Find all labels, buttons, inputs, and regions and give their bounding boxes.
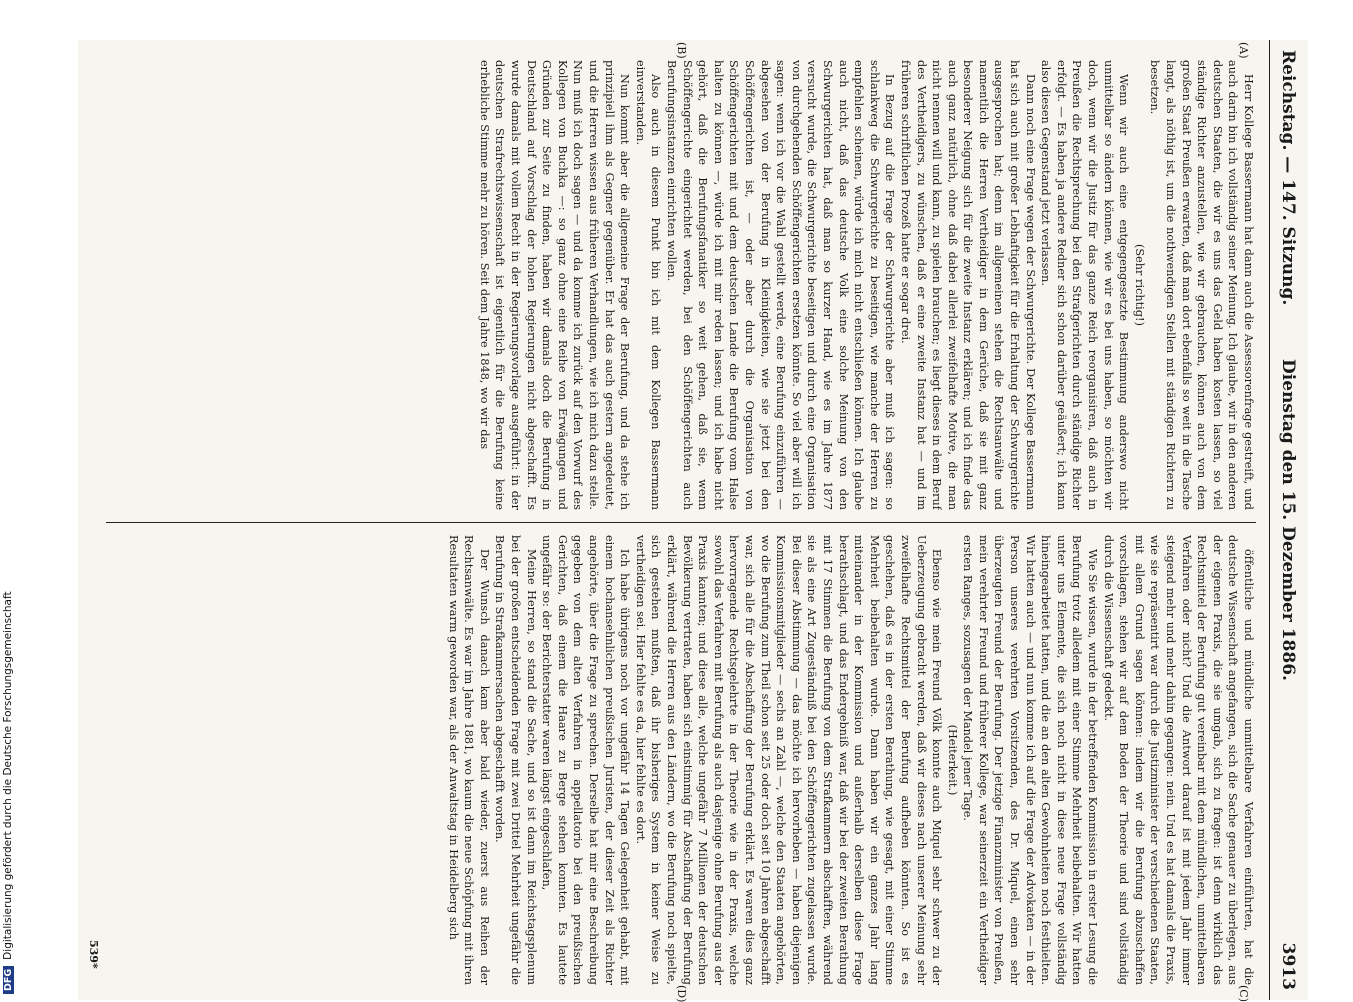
margin-marker-d: (D): [675, 985, 688, 1002]
paragraph: (Sehr richtig!): [1132, 243, 1146, 326]
paragraph: Herr Kollege Bassermann hat dann auch die Assessorenfrage gestreift, und auch darin bin ich vollständig seiner Meinung. Ich glaube, wir in den anderen deutschen Staaten, die wir es uns das Geld haben kosten lassen, so viel ständige Richter anzustellen, wie wir gebrauchen, können auch von dem großen Staat Preußen erwarten, daß man dort ebenfalls so weit in die Tasche langt, als nöthig ist, um die nothwendigen Stellen mit ständigen Richtern zu besetzen.: [1148, 60, 1255, 510]
paragraph: Nun kommt aber die allgemeine Frage der Berufung, und da stehe ich prinzipiell ihm als Gegner gegenüber. Er hat das auch gestern angedeutet, und die Herren wissen aus früheren Verhandlungen, wie ich mich dazu stelle. Nun muß ich doch sagen — und da komme ich zurück auf den Vorwurf des Kollegen von Buchka —: so ganz ohne eine Reihe von Erwägungen und Gründen zur Seite zu finden, haben wir damals doch die Berufung in Deutschland auf Vorschlag der hohen Regierungen nicht abgeschafft. Es wurde damals mit vollem Recht in der Regierungsvorlage ausgeführt: in der deutschen Strafrechtswissenschaft ist eigentlich für die Berufung keine erhebliche Stimme mehr zu hören. Seit dem Jahre 1848, wo wir das: [477, 60, 632, 510]
paragraph: Also auch in diesem Punkt bin ich mit dem Kollegen Bassermann einverstanden.: [633, 60, 663, 510]
paragraph: (Heiterkeit.): [945, 724, 959, 796]
page-header: [1268, 40, 1308, 1000]
margin-marker-b: (B): [675, 42, 688, 59]
page-content: [78, 40, 1308, 1000]
paragraph: Wenn wir auch eine entgegengesetzte Bestimmung anderswo nicht unmittelbar so ändern können, wie wir es bei uns haben, so möchten wir doch, wenn wir die Justiz für das ganze Reich reorganisiren, daß auch in Preußen die Rechtsprechung bei den Strafgerichten durch ständige Richter erfolgt. — Es haben ja andere Redner sich schon darüber geäußert; ich kann also diesen Gegenstand jetzt verlassen.: [1039, 60, 1131, 510]
column-divider: [106, 522, 1256, 523]
paragraph: Wie Sie wissen, wurde in der betreffenden Kommission in erster Lesung die Berufung trotz alledem mit einer Stimme Mehrheit beibehalten. Wir hatten unter uns Elemente, die sich noch nicht in diese neue Frage vollständig hineingearbeitet hatten, und die an den alten Gewohnheiten noch festhielten. Wir hatten auch — und nun komme ich auf die Frage der Advokaten — in der Person unseres verehrten Vorsitzenden, des Dr. Miquel, einen sehr überzeugten Freund der Berufung. Der jetzige Finanzminister von Preußen, mein verehrter Freund und früherer Kollege, war seinerzeit ein Vertheidiger ersten Ranges, sozusagen der Mandel jener Tage.: [961, 535, 1100, 985]
paragraph: öffentliche und mündliche unmittelbare Verfahren einführten, hat die deutsche Wissenschaft angefangen, sich die Sache genauer zu überlegen, aus der eigenen Praxis, die sie umgab, sich zu fragen: ist denn wirklich das Rechtsmittel der Berufung gut vereinbar mit dem mündlichen, unmittelbaren Verfahren oder nicht? Und die Antwort darauf ist mit jedem Jahr immer steigend mehr und mehr dahin gegangen: nein. Und es hat damals die Praxis, wie sie repräsentirt war durch die Justizminister der verschiedenen Staaten, mit allem Grund sagen können: indem wir die Berufung abzuschaffen vorschlagen, stehen wir auf dem Boden der Theorie und sind vollständig durch die Wissenschaft gedeckt.: [1101, 535, 1255, 985]
right-text-column: [106, 535, 1256, 985]
digitization-credit: [2, 4, 16, 994]
sheet-signature: 539*: [87, 940, 100, 969]
header-date: Dienstag den 15. Dezember 1886.: [1278, 359, 1298, 681]
paragraph: Der Wunsch danach kam aber bald wieder, zuerst aus Reihen der Rechtsanwälte. Es war im Jahre 1881, wo kaum die neue Schöpfung mit ihren Resultaten warm geworden war, als der Anwaltstag in Heidelberg sich: [446, 535, 491, 985]
left-text-column: [106, 60, 1256, 510]
paragraph: In Bezug auf die Frage der Schwurgerichte aber muß ich sagen: so schlankweg die Schwurgerichte zu beseitigen, wie manche der Herren zu empfehlen scheinen, würde ich mich nicht entschließen können. Ich glaube auch nicht, daß das deutsche Volk eine solche Meinung von den Schwurgerichten hat, daß man so kurzer Hand, wie es im Jahre 1877 versucht wurde, die Schwurgerichte beseitigen und durch eine Organisation von durchgehenden Schöffengerichten ersetzen könnte. So viel aber will ich sagen: wenn ich vor die Wahl gestellt werde, eine Berufung einzuführen — abgesehen von der Berufung in Kleinigkeiten, wie sie jetzt bei den Schöffengerichten ist, — oder aber durch die Organisation von Schöffengerichten mit und dem deutschen Lande die Berufung vom Halse halten zu können —, würde ich mit mir reden lassen; und ich habe nicht gehört, daß die Berufungsfanatiker so weit gehen, daß sie, wenn Schöffengerichte eingerichtet werden, bei den Schöffengerichten auch Berufungsinstanzen einrichten wollen.: [665, 60, 897, 510]
credit-text: Digitalisierung gefördert durch die Deutsche Forschungsgemeinschaft: [2, 591, 14, 960]
paragraph: Dann noch eine Frage wegen der Schwurgerichte. Der Kollege Bassermann hat sich auch mit großer Lebhaftigkeit für die Erhaltung der Schwurgerichte ausgesprochen hat; denn im allgemeinen stehen die Rechtsanwälte und namentlich die Herren Vertheidiger in dem Gerüche, daß sie mit ganz besonderer Neigung sich für die zweite Instanz erklären; und ich finde das auch ganz natürlich, ohne daß dabei allerlei zweifelhafte Motive, die man nicht nennen will und kann, zu spielen brauchen; es liegt dieses in dem Beruf des Vertheidigers, zu wünschen, daß er eine zweite Instanz hat — und im früheren schriftlichen Prozeß hatte er sogar drei.: [898, 60, 1037, 510]
header-rule: [1269, 40, 1270, 1000]
header-session: Reichstag. — 147. Sitzung.: [1278, 50, 1298, 306]
paragraph: Meine Herren, so stand die Sache, und so ist dann im Reichstagsplenum bei der großen entscheidenden Frage mit zwei Drittel Mehrheit ungefähr die Berufung in Strafkammersachen abgeschafft worden.: [493, 535, 538, 985]
paragraph: Ich habe übrigens noch vor ungefähr 14 Tagen Gelegenheit gehabt, mit einem hochansehnlichen preußischen Juristen, der dieser Zeit als Richter angehörte, über die Frage zu sprechen. Derselbe hat mir eine Beschreibung gegeben von dem alten Verfahren in appellatorio bei den preußischen Gerichten, daß einem die Haare zu Berge stehen konnten. Es lautete ungefähr so: der Berichterstatter waren längst eingeschlafen,: [540, 535, 632, 985]
dfg-logo-badge: DFG: [3, 966, 14, 994]
margin-marker-a: (A): [1237, 42, 1250, 59]
margin-marker-c: (C): [1237, 985, 1250, 1002]
paragraph: Ebenso wie mein Freund Völk konnte auch Miquel sehr schwer zu der Ueberzeugung gebracht werden, daß wir dieses nach unserer Meinung sehr zweifelhafte Rechtsmittel der Berufung aufheben könnten. So ist es geschehen, daß es in der ersten Berathung, wie gesagt, mit einer Stimme Mehrheit beibehalten wurde. Dann haben wir ein ganzes Jahr lang miteinander in der Kommission und außerhalb derselben diese Frage berathschlagt, und das Endergebniß war, daß wir bei der zweiten Berathung mit 17 Stimmen die Berufung von dem Strafkammern abschafften, während sie als eine Art Zugeständniß bei den Schöffengerichten zugelassen wurde. Bei dieser Abstimmung — das möchte ich hervorheben — haben diejenigen Kommissionsmitglieder — sechs an Zahl —, welche den Staaten angehörten, wo die Berufung zum Theil schon seit 25 oder doch seit 10 Jahren abgeschafft war, sich alle für die Abschaffung der Berufung erklärt. Es waren dies ganz hervorragende Rechtsgelehrte in der Theorie wie in der Praxis, welche sowohl das Verfahren mit Berufung als auch dasjenige ohne Berufung aus der Praxis kannten; und diese alle, welche ungefähr 7 Millionen der deutschen Bevölkerung vertraten, haben sich einstimmig für Abschaffung der Berufung erklärt, während die Herren aus den Ländern, wo die Berufung noch spielte, sich gestehen mußten, daß ihr bisheriges System in keiner Weise zu vertheidigen sei. Hier fehlte es da, hier fehlte es dort.: [633, 535, 944, 985]
header-page-number: 3913: [1278, 942, 1298, 990]
